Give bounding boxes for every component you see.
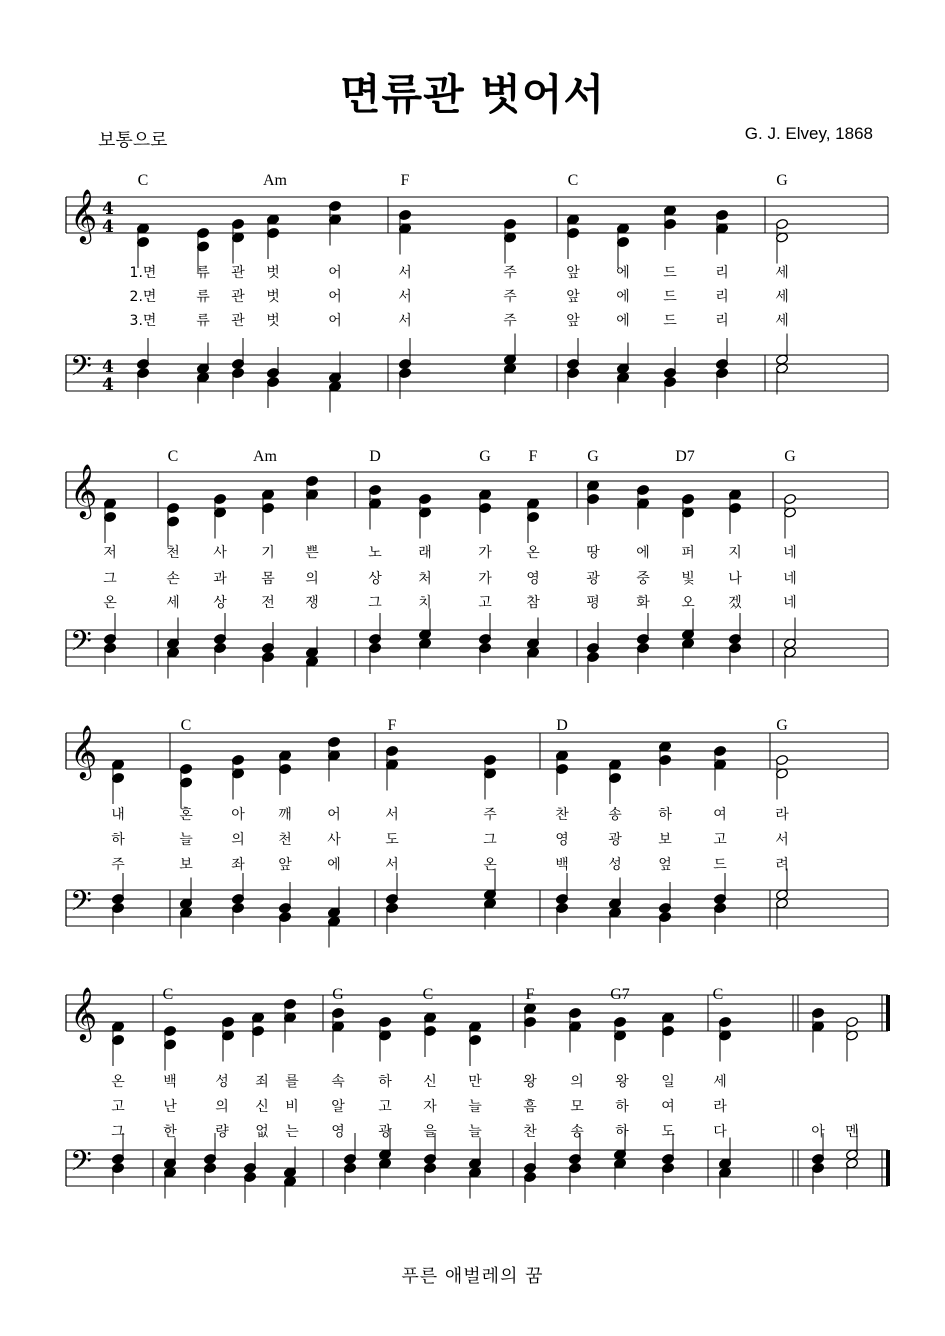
lyric-verse-1: 내 [111, 807, 125, 823]
lyric-verse-2: 과 [213, 571, 227, 587]
treble-staff-2 [66, 463, 888, 548]
lyric-verse-3: 에 [616, 313, 630, 329]
lyric-verse-3: 리 [715, 313, 729, 329]
lyric-verse-1: 주 [503, 265, 517, 281]
bass-staff-3 [66, 869, 888, 948]
lyric-verse-2: 벗 [266, 289, 280, 305]
lyric-verse-1: 천 [166, 545, 180, 561]
lyric-verse-1: 류 [196, 265, 210, 281]
lyric-verse-2: 하 [111, 832, 125, 848]
lyric-verse-1: 래 [418, 545, 432, 561]
lyric-verse-3: 백 [555, 857, 569, 873]
lyric-verse-3: 보 [179, 857, 193, 873]
lyric-verse-1: 가 [478, 545, 492, 561]
treble-clef-icon: 𝄞 [70, 986, 98, 1040]
chord-symbol: F [528, 448, 538, 465]
lyric-verse-1: 라 [775, 807, 789, 823]
lyric-verse-2: 어 [328, 289, 342, 305]
lyric-verse-2: 서 [398, 289, 412, 305]
chord-symbol: F [387, 717, 397, 734]
lyric-verse-1: 드 [663, 265, 677, 281]
lyric-verse-1: 를 [285, 1074, 299, 1090]
chord-symbol: G [332, 986, 344, 1003]
lyric-verse-2: 의 [231, 832, 245, 848]
lyric-verse-1: 세 [713, 1074, 727, 1090]
lyric-verse-3: 치 [418, 595, 432, 611]
lyric-verse-2: 늘 [468, 1099, 482, 1115]
lyric-verse-2: 고 [713, 832, 727, 848]
lyric-verse-1: 사 [213, 545, 227, 561]
chord-symbol: G [776, 717, 788, 734]
lyric-verse-2: 빛 [681, 571, 695, 587]
lyric-verse-2: 여 [661, 1099, 675, 1115]
lyric-verse-3: 관 [231, 313, 245, 329]
lyric-verse-3: 는 [285, 1124, 299, 1140]
lyric-verse-2: 관 [231, 289, 245, 305]
lyric-verse-1: 퍼 [681, 545, 695, 561]
lyric-verse-2: 상 [368, 571, 382, 587]
lyric-verse-2: 사 [327, 832, 341, 848]
lyric-verse-1: 죄 [255, 1074, 269, 1090]
lyric-verse-3: 드 [663, 313, 677, 329]
lyric-verse-3: 아 [811, 1124, 825, 1140]
chord-symbol: C [567, 172, 579, 189]
lyric-verse-1: 하 [658, 807, 672, 823]
lyric-verse-3: 참 [526, 595, 540, 611]
bass-clef-icon: 𝄢 [70, 625, 92, 665]
lyric-verse-1: 깨 [278, 807, 292, 823]
lyric-verse-1: 속 [331, 1074, 345, 1090]
lyric-verse-2: 흠 [523, 1099, 537, 1115]
lyric-verse-1: 지 [728, 545, 742, 561]
chord-symbol: G7 [610, 986, 630, 1003]
lyric-verse-1: 리 [715, 265, 729, 281]
lyric-verse-2: 나 [728, 571, 742, 587]
lyric-verse-3: 주 [111, 857, 125, 873]
lyric-verse-3: 고 [478, 595, 492, 611]
chord-symbol: C [162, 986, 174, 1003]
lyric-verse-3: 한 [163, 1124, 177, 1140]
lyric-verse-2: 처 [418, 571, 432, 587]
tempo-marking: 보통으로 [98, 130, 168, 151]
footer-credit: 푸른 애벌레의 꿈 [401, 1266, 544, 1287]
lyric-verse-2: 광 [586, 571, 600, 587]
composer-credit: G. J. Elvey, 1868 [744, 124, 873, 143]
lyric-verse-1: 백 [163, 1074, 177, 1090]
chord-symbol: Am [253, 448, 277, 465]
time-signature: 4 [102, 357, 114, 377]
lyric-verse-3: 어 [328, 313, 342, 329]
lyric-verse-2: 류 [196, 289, 210, 305]
lyric-verse-1: 왕 [615, 1074, 629, 1090]
lyric-verse-1: 송 [608, 807, 622, 823]
lyric-verse-2: 고 [111, 1099, 125, 1115]
lyric-verse-3: 서 [385, 857, 399, 873]
lyric-verse-2: 도 [385, 832, 399, 848]
lyric-verse-1: 어 [328, 265, 342, 281]
lyric-verse-2: 난 [163, 1099, 177, 1115]
lyric-verse-2: 몸 [261, 571, 275, 587]
lyric-verse-2: 앞 [566, 289, 580, 305]
time-signature: 4 [102, 199, 114, 219]
lyric-verse-2: 하 [615, 1099, 629, 1115]
lyric-verse-1: 1.면 [129, 265, 157, 281]
lyric-verse-3: 영 [331, 1124, 345, 1140]
lyric-verse-1: 주 [483, 807, 497, 823]
chord-symbol: F [400, 172, 410, 189]
lyric-verse-3: 평 [586, 595, 600, 611]
lyric-verse-3: 멘 [845, 1124, 859, 1140]
lyric-verse-1: 일 [661, 1074, 675, 1090]
lyric-verse-2: 세 [775, 289, 789, 305]
lyric-verse-1: 세 [775, 265, 789, 281]
page-title: 면류관 벗어서 [339, 70, 606, 119]
time-signature: 4 [102, 375, 114, 395]
treble-clef-icon: 𝄞 [70, 463, 98, 517]
bass-clef-icon: 𝄢 [70, 1145, 92, 1185]
chord-symbol: G [776, 172, 788, 189]
lyric-verse-2: 네 [783, 571, 797, 587]
lyric-verse-3: 온 [103, 595, 117, 611]
lyric-verse-3: 류 [196, 313, 210, 329]
lyric-verse-1: 왕 [523, 1074, 537, 1090]
chord-symbol: D7 [675, 448, 695, 465]
lyric-verse-1: 온 [526, 545, 540, 561]
lyric-verse-2: 중 [636, 571, 650, 587]
lyric-verse-2: 모 [570, 1099, 584, 1115]
lyric-verse-1: 온 [111, 1074, 125, 1090]
lyric-verse-1: 만 [468, 1074, 482, 1090]
lyric-verse-3: 온 [483, 857, 497, 873]
bass-clef-icon: 𝄢 [70, 350, 92, 390]
lyric-verse-2: 의 [305, 571, 319, 587]
lyric-verse-1: 땅 [586, 545, 600, 561]
lyric-verse-1: 찬 [555, 807, 569, 823]
chord-symbol: C [137, 172, 149, 189]
lyric-verse-1: 쁜 [305, 545, 319, 561]
lyric-verse-3: 찬 [523, 1124, 537, 1140]
lyric-verse-2: 에 [616, 289, 630, 305]
lyric-verse-1: 신 [423, 1074, 437, 1090]
lyric-verse-2: 고 [378, 1099, 392, 1115]
lyric-verse-1: 하 [378, 1074, 392, 1090]
lyric-verse-3: 없 [255, 1124, 269, 1140]
lyric-verse-3: 에 [327, 857, 341, 873]
lyric-verse-3: 상 [213, 595, 227, 611]
lyric-verse-3: 앞 [278, 857, 292, 873]
lyric-verse-3: 려 [775, 857, 789, 873]
lyric-verse-1: 에 [616, 265, 630, 281]
lyric-verse-2: 천 [278, 832, 292, 848]
lyric-verse-2: 가 [478, 571, 492, 587]
lyric-verse-3: 네 [783, 595, 797, 611]
lyric-verse-3: 쟁 [305, 595, 319, 611]
lyric-verse-2: 주 [503, 289, 517, 305]
lyric-verse-2: 2.면 [129, 289, 157, 305]
chord-symbol: C [712, 986, 724, 1003]
treble-staff-4 [66, 986, 888, 1071]
bass-clef-icon: 𝄢 [70, 885, 92, 925]
lyric-verse-3: 성 [608, 857, 622, 873]
chord-symbol: G [587, 448, 599, 465]
lyric-verse-3: 3.면 [129, 313, 157, 329]
lyric-verse-3: 그 [368, 595, 382, 611]
lyric-verse-1: 서 [385, 807, 399, 823]
time-signature: 4 [102, 217, 114, 237]
lyric-verse-2: 그 [483, 832, 497, 848]
chord-symbol: D [369, 448, 381, 465]
chord-symbol: G [784, 448, 796, 465]
lyric-verse-1: 아 [231, 807, 245, 823]
lyric-verse-2: 영 [555, 832, 569, 848]
lyric-verse-3: 서 [398, 313, 412, 329]
lyric-verse-2: 드 [663, 289, 677, 305]
lyric-verse-3: 오 [681, 595, 695, 611]
lyric-verse-2: 광 [608, 832, 622, 848]
lyric-verse-3: 주 [503, 313, 517, 329]
lyric-verse-3: 하 [615, 1124, 629, 1140]
lyric-verse-3: 세 [775, 313, 789, 329]
lyric-verse-3: 드 [713, 857, 727, 873]
chord-symbol: D [556, 717, 568, 734]
treble-staff-1 [66, 188, 888, 273]
lyric-verse-3: 화 [636, 595, 650, 611]
lyric-verse-3: 도 [661, 1124, 675, 1140]
lyric-verse-1: 어 [327, 807, 341, 823]
lyric-verse-3: 전 [261, 595, 275, 611]
lyric-verse-2: 서 [775, 832, 789, 848]
lyric-verse-1: 성 [215, 1074, 229, 1090]
lyric-verse-2: 비 [285, 1099, 299, 1115]
lyric-verse-1: 네 [783, 545, 797, 561]
chord-symbol: F [525, 986, 535, 1003]
lyric-verse-2: 의 [215, 1099, 229, 1115]
chord-symbol: G [479, 448, 491, 465]
lyric-verse-1: 혼 [179, 807, 193, 823]
lyric-verse-2: 보 [658, 832, 672, 848]
lyric-verse-1: 노 [368, 545, 382, 561]
lyric-verse-2: 자 [423, 1099, 437, 1115]
treble-clef-icon: 𝄞 [70, 724, 98, 778]
lyric-verse-3: 늘 [468, 1124, 482, 1140]
lyric-verse-3: 량 [215, 1124, 229, 1140]
lyric-verse-1: 의 [570, 1074, 584, 1090]
treble-clef-icon: 𝄞 [70, 188, 98, 242]
lyric-verse-1: 벗 [266, 265, 280, 281]
lyric-verse-2: 손 [166, 571, 180, 587]
lyric-verse-2: 알 [331, 1099, 345, 1115]
lyric-verse-2: 리 [715, 289, 729, 305]
lyric-verse-1: 여 [713, 807, 727, 823]
lyric-verse-3: 엎 [658, 857, 672, 873]
lyric-verse-3: 그 [111, 1124, 125, 1140]
lyric-verse-3: 앞 [566, 313, 580, 329]
lyric-verse-2: 영 [526, 571, 540, 587]
chord-symbol: C [167, 448, 179, 465]
lyric-verse-1: 기 [261, 545, 275, 561]
lyric-verse-3: 을 [423, 1124, 437, 1140]
lyric-verse-3: 다 [713, 1124, 727, 1140]
lyric-verse-2: 그 [103, 571, 117, 587]
lyric-verse-1: 저 [103, 545, 117, 561]
lyric-verse-2: 라 [713, 1099, 727, 1115]
lyric-verse-3: 벗 [266, 313, 280, 329]
bass-staff-1 [66, 334, 888, 413]
lyric-verse-1: 에 [636, 545, 650, 561]
treble-staff-3 [66, 724, 888, 809]
lyric-verse-3: 좌 [231, 857, 245, 873]
lyric-verse-3: 겠 [728, 595, 742, 611]
lyric-verse-3: 송 [570, 1124, 584, 1140]
lyric-verse-2: 늘 [179, 832, 193, 848]
bass-staff-2 [66, 609, 888, 688]
chord-symbol: C [180, 717, 192, 734]
lyric-verse-1: 앞 [566, 265, 580, 281]
lyric-verse-1: 관 [231, 265, 245, 281]
lyric-verse-3: 세 [166, 595, 180, 611]
chord-symbol: C [422, 986, 434, 1003]
chord-symbol: Am [263, 172, 287, 189]
lyric-verse-2: 신 [255, 1099, 269, 1115]
lyric-verse-3: 광 [378, 1124, 392, 1140]
lyric-verse-1: 서 [398, 265, 412, 281]
